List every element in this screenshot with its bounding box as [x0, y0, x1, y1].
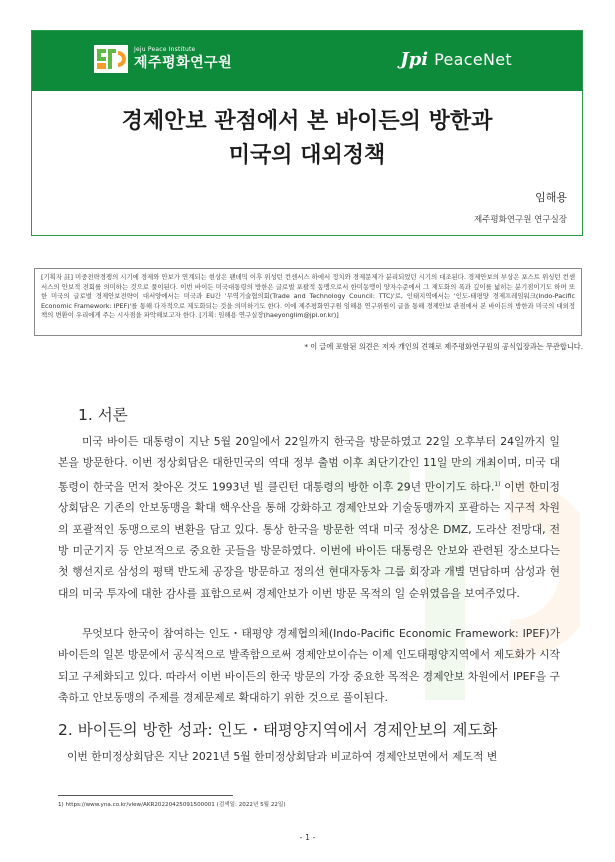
section-1-paragraph-1 [58, 431, 560, 604]
editor-notice-box [34, 268, 582, 336]
section-1-paragraph-2: 무엇보다 한국이 참여하는 인도・태평양 경제협의체(Indo-Pacific Economic Framework: IPEF)가 바이든의 일본 방문에서 공식적으로 발족함으로써 경제안보이슈는 이제 인도태평양지역에서 제도화가 시작되고 구체화되고 있다. 따라서 이번 바이든의 한국 방문의 가장 중요한 목적은 경제안보 차원에서 IPEF을 구축하고 안보동맹의 주제를 경제문제로 확대하기 위한 것으로 풀이된다. [58, 627, 560, 704]
paragraph-1-text-a: 미국 바이든 대통령이 지난 5월 20일에서 22일까지 한국을 방문하였고 22일 오후부터 24일까지 일본을 방문한다. 이번 정상회담은 대한민국의 역대 정부 출범 이후 최단기간인 11일 만의 개최이며, 미국 대통령이 한국을 먼저 찾아온 것도 1993년 빌 클린턴 대통령의 방한 이후 29년 만이기도 하다. [58, 435, 560, 494]
editor-notice-text: [기획자 註] 미중전략경쟁의 시기에 경제와 안보가 연계되는 현상은 팬데믹 이후 위성턴 컨센서스 하에서 정치와 경제문제가 분리되었던 시기의 대조된다. 경제안보의 부상은 포스트 위싱턴 컨센서스의 안보적 전회를 의미하는 것으로 풀이된다. 이번 바이든 미국대통령의 방한은 글로벌 포괄적 동맹으로서 한미동맹이 양자수준에서 그 제도화의 폭과 깊이를 넓히는 분기점이기도 하며 또한 미국의 글로벌 경제안보전략이 대서양에서는 미국과 EU간 '무역기술협의회(Trade and Technology Council: TTC)'로, 인태지역에서는 '인도-태평양 경제프레임워크(Indo-Pacific Economic Framework: IPEF)'를 통해 다자적으로 제도화되는 것을 의미하기도 한다. 이에 제주평화연구원 임해용 연구위원이 글을 통해 경제안보 관점에서 본 바이든의 방한과 미국의 대외정책의 변환이 우리에게 주는 시사점을 파악해보고자 한다. [기획: 임해용 연구실장(haeyonglim@jpi.or.kr)] [41, 273, 575, 320]
author-affiliation: 제주평화연구원 연구실장 [473, 215, 567, 225]
header-band [32, 31, 582, 91]
page-number: - 1 - [299, 833, 316, 842]
institute-logo-icon [94, 45, 128, 73]
institute-name-ko: 제주평화연구원 [134, 55, 233, 71]
disclaimer: * 이 글에 포함된 의견은 저자 개인의 견해로 제주평화연구원의 공식입장과는 무관합니다. [304, 342, 583, 351]
jeju-peace-institute-logo [94, 45, 232, 73]
footnote-reference[interactable]: 1) [494, 480, 501, 488]
institute-name-en: Jeju Peace Institute [134, 46, 196, 53]
paragraph-1-text-b: 이번 한미정상회담은 기존의 안보동맹을 확대 핵우산을 통해 강화하고 경제안보와 기술동맹까지 포괄하는 지구적 차원의 포괄적인 동맹으로의 변환을 담고 있다. 통상 한국을 방문한 역대 미국 정상은 DMZ, 도라산 전망대, 전방 미군기지 등 안보적으로 중요한 곳들을 방문하였다. 이번에 바이든 대통령은 안보와 관련된 장소보다는 첫 행선지로 삼성의 평택 반도체 공장을 방문하고 정의선 현대자동차 그룹 회장과 개별 면담하며 삼성과 현대의 미국 투자에 대한 감사를 표함으로써 경제안보가 이번 방문 목적의 일 순위였음을 보여주었다. [58, 480, 560, 600]
title-line-1: 경제안보 관점에서 본 바이든의 방한과 [121, 109, 493, 134]
peacenet-logo [400, 49, 512, 70]
footnote-divider [58, 795, 233, 796]
document-title [32, 105, 582, 173]
jpi-wordmark: Jpi [400, 49, 429, 70]
section-2-paragraph-1: 이번 한미정상회담은 지난 2021년 5월 한미정상회담과 비교하여 경제안보면에서 제도적 변 [67, 750, 498, 763]
section-1-heading: 1. 서론 [78, 406, 128, 424]
header-box [31, 30, 583, 236]
peacenet-wordmark: PeaceNet [434, 50, 512, 69]
title-line-2: 미국의 대외정책 [228, 143, 386, 168]
section-2-heading: 2. 바이든의 방한 성과: 인도・태평양지역에서 경제안보의 제도화 [58, 721, 498, 739]
footnote: 1) https://www.yna.co.kr/view/AKR20220425091500001 (검색일: 2022년 5월 22일) [58, 802, 286, 808]
author-name: 임해용 [535, 191, 567, 204]
